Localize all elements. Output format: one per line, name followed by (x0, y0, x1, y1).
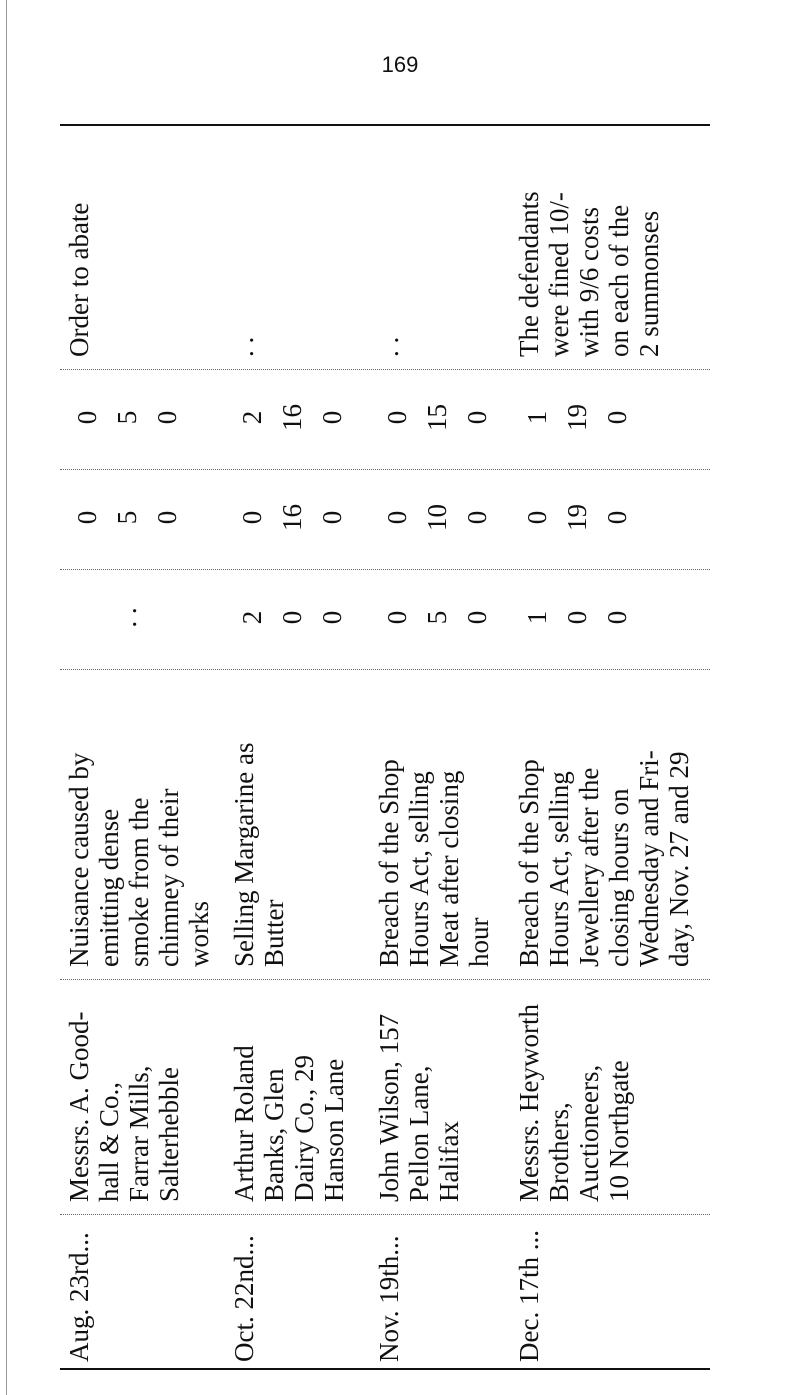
row-offence: Breach of the Shop Hours Act, selling Jewellery after the closing hours on Wednesday and Fri- day, Nov. 27 and 29 (514, 750, 694, 967)
fine-pence: 0 (317, 610, 347, 625)
row-offence: Selling Margarine as Butter (229, 742, 289, 967)
divider (60, 468, 710, 470)
fine-shillings: 0 (277, 610, 307, 625)
divider (60, 1213, 710, 1215)
fine-pounds: 0 (382, 610, 412, 625)
row-date: Dec. 17th ... (514, 1230, 544, 1362)
total-shillings: 16 (277, 404, 307, 431)
fine-pence: 0 (462, 610, 492, 625)
offence-column (60, 675, 710, 975)
total-shillings: 15 (422, 404, 452, 431)
costs-shillings: 16 (277, 504, 307, 531)
total-pounds: 0 (72, 410, 102, 425)
row-result: . . (374, 336, 404, 357)
divider (60, 368, 710, 370)
row-defendant: Arthur Roland Banks, Glen Dairy Co., 29 Hanson Lane (229, 1045, 349, 1202)
total-pounds: 1 (522, 410, 552, 425)
costs-pence: 0 (462, 510, 492, 525)
costs-pounds: 0 (72, 510, 102, 525)
row-date: Oct. 22nd... (229, 1235, 259, 1362)
total-shillings: 5 (112, 410, 142, 425)
page-number: 169 (381, 52, 419, 77)
row-result: Order to abate (64, 202, 94, 357)
page-edge-rule (6, 0, 7, 1395)
fine-pence: 0 (602, 610, 632, 625)
divider (60, 978, 710, 980)
row-date: Nov. 19th... (374, 1235, 404, 1362)
row-defendant: John Wilson, 157 Pellon Lane, Halifax (374, 1013, 464, 1202)
costs-pounds: 0 (522, 510, 552, 525)
row-offence: Breach of the Shop Hours Act, selling Meat after closing hour (374, 759, 494, 967)
row-offence: Nuisance caused by emitting dense smoke from the chimney of their works (64, 752, 214, 967)
total-pence: 0 (602, 410, 632, 425)
fine-shillings: 5 (422, 610, 452, 625)
fine-column (60, 570, 710, 665)
costs-shillings: 5 (112, 510, 142, 525)
fine-pounds: 2 (237, 610, 267, 625)
costs-column (60, 470, 710, 565)
costs-pounds: 0 (382, 510, 412, 525)
row-date: Aug. 23rd... (64, 1232, 94, 1362)
costs-pence: 0 (317, 510, 347, 525)
fine-shillings: . . (112, 607, 142, 628)
total-pounds: 0 (382, 410, 412, 425)
date-column (60, 1220, 710, 1370)
divider (60, 668, 710, 670)
row-defendant: Messrs. A. Good- hall & Co., Farrar Mills, Salterhebble (64, 1011, 184, 1202)
defendant-column (60, 985, 710, 1210)
total-pence: 0 (152, 410, 182, 425)
total-shillings: 19 (562, 404, 592, 431)
total-pounds: 2 (237, 410, 267, 425)
total-column (60, 370, 710, 465)
costs-pence: 0 (602, 510, 632, 525)
fine-pounds: 1 (522, 610, 552, 625)
total-pence: 0 (462, 410, 492, 425)
costs-pence: 0 (152, 510, 182, 525)
fine-pounds (68, 570, 76, 665)
total-pence: 0 (317, 410, 347, 425)
prosecutions-table (60, 124, 710, 1370)
costs-pounds: 0 (237, 510, 267, 525)
costs-shillings: 19 (562, 504, 592, 531)
rotated-table-body (60, 124, 710, 1370)
result-column (60, 125, 710, 365)
row-defendant: Messrs. Heyworth Brothers, Auctioneers, 10 Northgate (514, 1004, 634, 1202)
costs-shillings: 10 (422, 504, 452, 531)
fine-pence (148, 570, 156, 665)
divider (60, 568, 710, 570)
row-result: The defendants were fined 10/- with 9/6 costs on each of the 2 summonses (514, 191, 664, 357)
row-result: . . (229, 336, 259, 357)
fine-shillings: 0 (562, 610, 592, 625)
